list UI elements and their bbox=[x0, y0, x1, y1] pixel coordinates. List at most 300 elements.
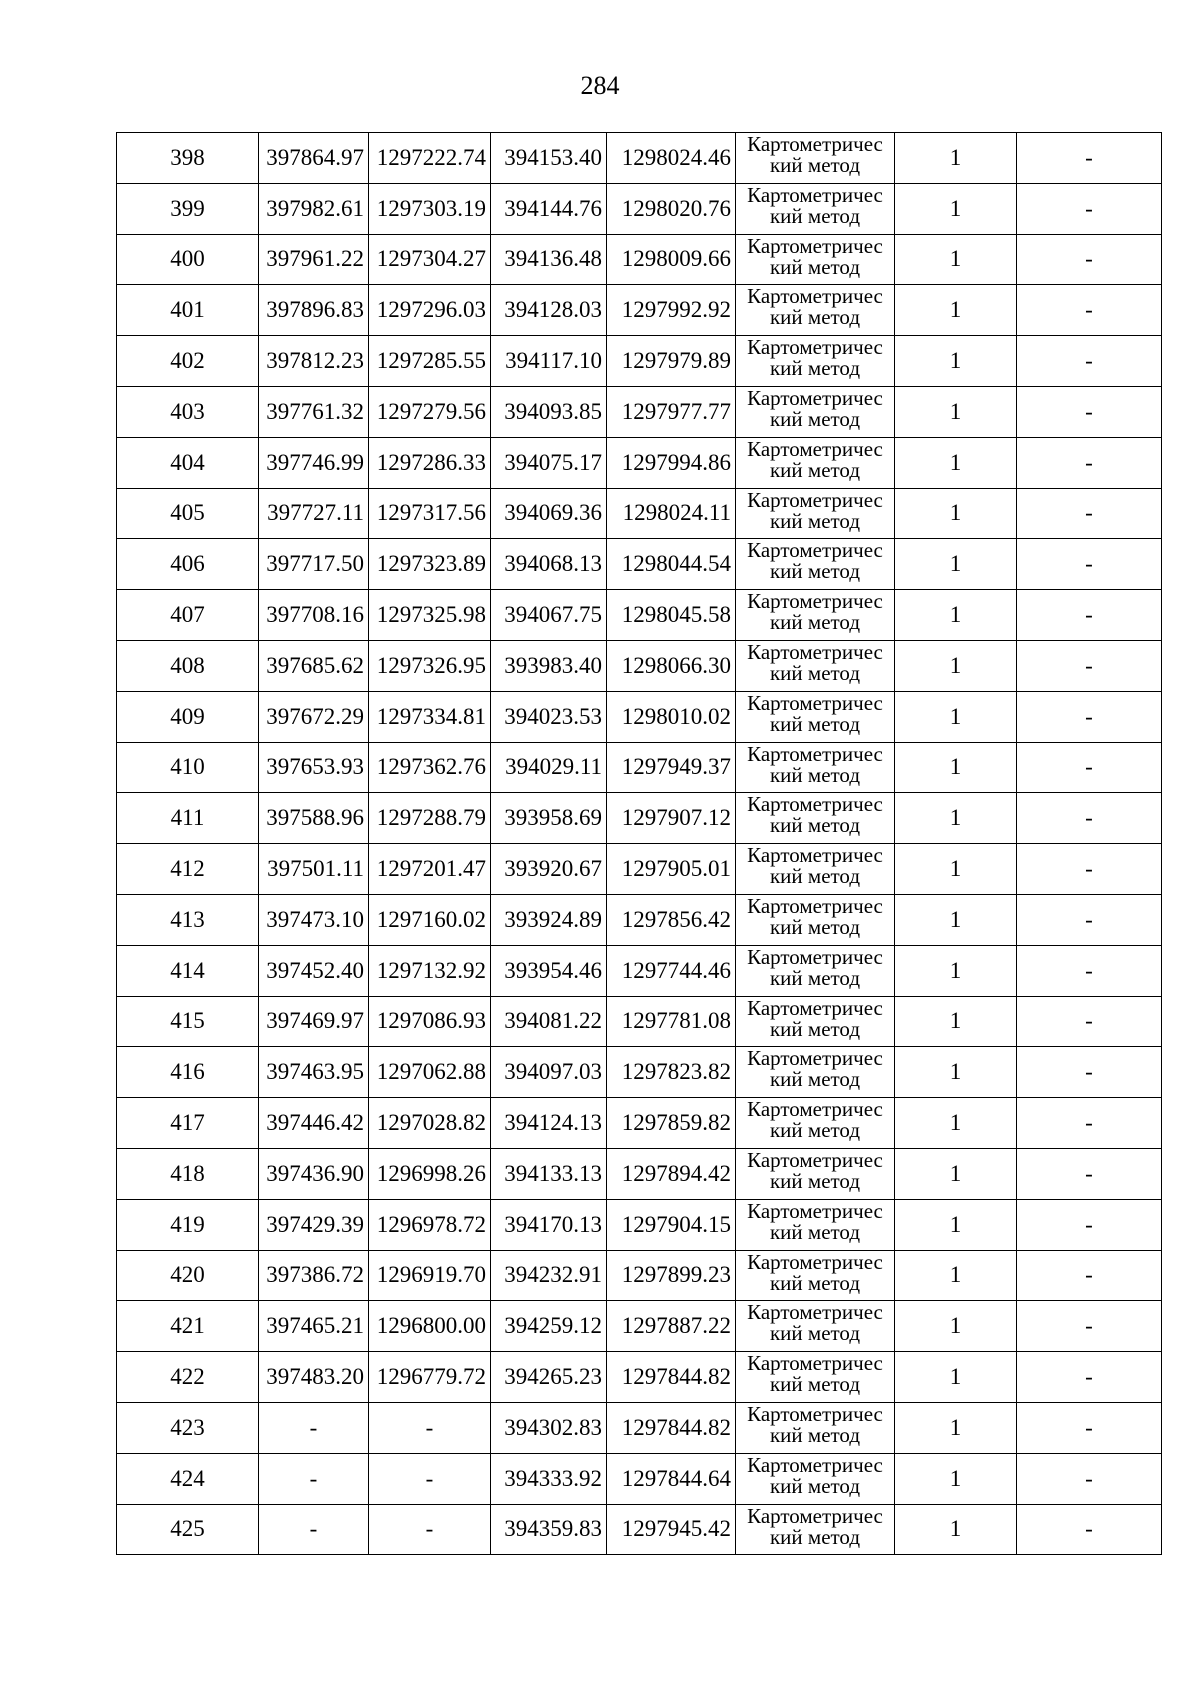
existing-y-cell: 1297028.82 bbox=[369, 1098, 491, 1149]
accuracy-cell: 1 bbox=[895, 1504, 1017, 1555]
table-row bbox=[117, 945, 1162, 996]
accuracy-cell: 1 bbox=[895, 742, 1017, 793]
new-x-cell: 394333.92 bbox=[491, 1453, 607, 1504]
existing-x-cell: 397386.72 bbox=[259, 1250, 369, 1301]
point-number-cell: 416 bbox=[117, 1047, 259, 1098]
table-row bbox=[117, 640, 1162, 691]
method-cell bbox=[736, 183, 895, 234]
point-number-cell: 405 bbox=[117, 488, 259, 539]
point-number-cell: 420 bbox=[117, 1250, 259, 1301]
new-x-cell: 394259.12 bbox=[491, 1301, 607, 1352]
table-row bbox=[117, 386, 1162, 437]
point-number-cell: 415 bbox=[117, 996, 259, 1047]
existing-x-cell: 397896.83 bbox=[259, 285, 369, 336]
method-line: Картометричес bbox=[747, 437, 883, 461]
existing-y-cell: 1297326.95 bbox=[369, 640, 491, 691]
existing-y-cell: 1297304.27 bbox=[369, 234, 491, 285]
method-line: кий метод bbox=[769, 1524, 861, 1549]
method-line: кий метод bbox=[769, 1118, 861, 1143]
method-cell bbox=[736, 640, 895, 691]
method-cell bbox=[736, 285, 895, 336]
new-x-cell: 394153.40 bbox=[491, 133, 607, 184]
new-x-cell: 394133.13 bbox=[491, 1148, 607, 1199]
method-line: Картометричес bbox=[747, 1453, 883, 1477]
existing-y-cell: 1296800.00 bbox=[369, 1301, 491, 1352]
method-line: кий метод bbox=[769, 1219, 861, 1244]
accuracy-cell: 1 bbox=[895, 1250, 1017, 1301]
note-cell: - bbox=[1017, 1453, 1162, 1504]
table-row bbox=[117, 539, 1162, 590]
accuracy-cell: 1 bbox=[895, 1098, 1017, 1149]
existing-x-cell: 397463.95 bbox=[259, 1047, 369, 1098]
point-number-cell: 402 bbox=[117, 336, 259, 387]
point-number-cell: 424 bbox=[117, 1453, 259, 1504]
existing-x-cell: 397708.16 bbox=[259, 590, 369, 641]
existing-x-cell: - bbox=[259, 1453, 369, 1504]
note-cell: - bbox=[1017, 844, 1162, 895]
new-y-cell: 1297945.42 bbox=[607, 1504, 736, 1555]
note-cell: - bbox=[1017, 793, 1162, 844]
note-cell: - bbox=[1017, 1098, 1162, 1149]
method-line: Картометричес bbox=[747, 1504, 883, 1528]
note-cell: - bbox=[1017, 1301, 1162, 1352]
note-cell: - bbox=[1017, 386, 1162, 437]
existing-y-cell: 1297334.81 bbox=[369, 691, 491, 742]
table-row bbox=[117, 1250, 1162, 1301]
new-y-cell: 1297781.08 bbox=[607, 996, 736, 1047]
table-row bbox=[117, 590, 1162, 641]
method-line: Картометричес bbox=[747, 1097, 883, 1122]
method-line: кий метод bbox=[769, 203, 861, 228]
new-x-cell: 394124.13 bbox=[491, 1098, 607, 1149]
new-x-cell: 394023.53 bbox=[491, 691, 607, 742]
method-line: Картометричес bbox=[747, 386, 883, 410]
existing-x-cell: 397864.97 bbox=[259, 133, 369, 184]
existing-x-cell: 397672.29 bbox=[259, 691, 369, 742]
new-y-cell: 1297907.12 bbox=[607, 793, 736, 844]
existing-x-cell: 397653.93 bbox=[259, 742, 369, 793]
table-row bbox=[117, 1199, 1162, 1250]
new-x-cell: 393954.46 bbox=[491, 945, 607, 996]
table-row bbox=[117, 1301, 1162, 1352]
method-line: Картометричес bbox=[747, 1250, 883, 1274]
method-line: Картометричес bbox=[747, 894, 883, 918]
accuracy-cell: 1 bbox=[895, 996, 1017, 1047]
accuracy-cell: 1 bbox=[895, 691, 1017, 742]
new-x-cell: 394081.22 bbox=[491, 996, 607, 1047]
point-number-cell: 425 bbox=[117, 1504, 259, 1555]
method-cell bbox=[736, 488, 895, 539]
method-line: кий метод bbox=[769, 1422, 861, 1447]
new-x-cell: 394136.48 bbox=[491, 234, 607, 285]
method-line: кий метод bbox=[769, 1270, 861, 1295]
method-line: кий метод bbox=[769, 762, 861, 787]
new-y-cell: 1297905.01 bbox=[607, 844, 736, 895]
point-number-cell: 403 bbox=[117, 386, 259, 437]
point-number-cell: 411 bbox=[117, 793, 259, 844]
new-x-cell: 394232.91 bbox=[491, 1250, 607, 1301]
method-line: Картометричес bbox=[747, 1199, 883, 1223]
method-cell bbox=[736, 793, 895, 844]
note-cell: - bbox=[1017, 1250, 1162, 1301]
method-cell bbox=[736, 996, 895, 1047]
new-y-cell: 1297744.46 bbox=[607, 945, 736, 996]
method-line: Картометричес bbox=[747, 538, 883, 563]
method-line: кий метод bbox=[769, 864, 861, 889]
new-x-cell: 393958.69 bbox=[491, 793, 607, 844]
method-line: кий метод bbox=[769, 1321, 861, 1346]
new-y-cell: 1297979.89 bbox=[607, 336, 736, 387]
method-cell bbox=[736, 1199, 895, 1250]
point-number-cell: 414 bbox=[117, 945, 259, 996]
new-y-cell: 1298020.76 bbox=[607, 183, 736, 234]
accuracy-cell: 1 bbox=[895, 1402, 1017, 1453]
table-row bbox=[117, 234, 1162, 285]
note-cell: - bbox=[1017, 1352, 1162, 1403]
existing-x-cell: 397727.11 bbox=[259, 488, 369, 539]
method-line: Картометричес bbox=[747, 996, 883, 1020]
new-y-cell: 1297994.86 bbox=[607, 437, 736, 488]
method-cell bbox=[736, 133, 895, 184]
new-x-cell: 394067.75 bbox=[491, 590, 607, 641]
method-cell bbox=[736, 386, 895, 437]
note-cell: - bbox=[1017, 183, 1162, 234]
table-row bbox=[117, 1148, 1162, 1199]
point-number-cell: 406 bbox=[117, 539, 259, 590]
note-cell: - bbox=[1017, 691, 1162, 742]
accuracy-cell: 1 bbox=[895, 844, 1017, 895]
table-row bbox=[117, 1098, 1162, 1149]
method-line: кий метод bbox=[769, 813, 861, 838]
existing-y-cell: 1297323.89 bbox=[369, 539, 491, 590]
point-number-cell: 419 bbox=[117, 1199, 259, 1250]
new-y-cell: 1297992.92 bbox=[607, 285, 736, 336]
accuracy-cell: 1 bbox=[895, 234, 1017, 285]
accuracy-cell: 1 bbox=[895, 945, 1017, 996]
accuracy-cell: 1 bbox=[895, 1301, 1017, 1352]
coordinates-table bbox=[116, 132, 1162, 1555]
new-x-cell: 394359.83 bbox=[491, 1504, 607, 1555]
new-y-cell: 1297904.15 bbox=[607, 1199, 736, 1250]
point-number-cell: 417 bbox=[117, 1098, 259, 1149]
point-number-cell: 409 bbox=[117, 691, 259, 742]
point-number-cell: 418 bbox=[117, 1148, 259, 1199]
method-line: кий метод bbox=[769, 1473, 861, 1498]
accuracy-cell: 1 bbox=[895, 793, 1017, 844]
point-number-cell: 410 bbox=[117, 742, 259, 793]
method-line: Картометричес bbox=[747, 183, 883, 207]
table-row bbox=[117, 488, 1162, 539]
method-cell bbox=[736, 1402, 895, 1453]
existing-y-cell: 1296779.72 bbox=[369, 1352, 491, 1403]
point-number-cell: 412 bbox=[117, 844, 259, 895]
accuracy-cell: 1 bbox=[895, 590, 1017, 641]
method-line: Картометричес bbox=[747, 234, 883, 258]
note-cell: - bbox=[1017, 539, 1162, 590]
new-x-cell: 394093.85 bbox=[491, 386, 607, 437]
method-cell bbox=[736, 894, 895, 945]
accuracy-cell: 1 bbox=[895, 640, 1017, 691]
table-row bbox=[117, 336, 1162, 387]
method-line: Картометричес bbox=[747, 335, 883, 360]
method-line: кий метод bbox=[769, 914, 861, 939]
method-line: Картометричес bbox=[747, 1148, 883, 1172]
method-line: Картометричес bbox=[747, 945, 883, 969]
method-cell bbox=[736, 844, 895, 895]
note-cell: - bbox=[1017, 1047, 1162, 1098]
existing-y-cell: 1297303.19 bbox=[369, 183, 491, 234]
existing-x-cell: 397452.40 bbox=[259, 945, 369, 996]
table-row bbox=[117, 844, 1162, 895]
accuracy-cell: 1 bbox=[895, 1148, 1017, 1199]
method-cell bbox=[736, 590, 895, 641]
new-y-cell: 1297899.23 bbox=[607, 1250, 736, 1301]
existing-x-cell: 397446.42 bbox=[259, 1098, 369, 1149]
table-row bbox=[117, 285, 1162, 336]
method-line: кий метод bbox=[769, 153, 861, 177]
point-number-cell: 408 bbox=[117, 640, 259, 691]
existing-y-cell: 1296919.70 bbox=[369, 1250, 491, 1301]
method-line: Картометричес bbox=[747, 742, 883, 766]
method-line: Картометричес bbox=[747, 843, 883, 868]
method-cell bbox=[736, 1301, 895, 1352]
new-y-cell: 1297823.82 bbox=[607, 1047, 736, 1098]
method-line: кий метод bbox=[769, 305, 861, 330]
existing-x-cell: 397761.32 bbox=[259, 386, 369, 437]
existing-x-cell: - bbox=[259, 1504, 369, 1555]
method-cell bbox=[736, 945, 895, 996]
accuracy-cell: 1 bbox=[895, 285, 1017, 336]
accuracy-cell: 1 bbox=[895, 1047, 1017, 1098]
note-cell: - bbox=[1017, 640, 1162, 691]
note-cell: - bbox=[1017, 945, 1162, 996]
existing-x-cell: 397465.21 bbox=[259, 1301, 369, 1352]
new-x-cell: 394075.17 bbox=[491, 437, 607, 488]
accuracy-cell: 1 bbox=[895, 183, 1017, 234]
existing-y-cell: 1297201.47 bbox=[369, 844, 491, 895]
new-y-cell: 1297844.82 bbox=[607, 1402, 736, 1453]
note-cell: - bbox=[1017, 437, 1162, 488]
new-x-cell: 393983.40 bbox=[491, 640, 607, 691]
page-number: 284 bbox=[580, 71, 620, 100]
point-number-cell: 400 bbox=[117, 234, 259, 285]
point-number-cell: 407 bbox=[117, 590, 259, 641]
new-x-cell: 394302.83 bbox=[491, 1402, 607, 1453]
existing-x-cell: 397501.11 bbox=[259, 844, 369, 895]
point-number-cell: 404 bbox=[117, 437, 259, 488]
new-x-cell: 394265.23 bbox=[491, 1352, 607, 1403]
method-line: Картометричес bbox=[747, 640, 883, 664]
point-number-cell: 413 bbox=[117, 894, 259, 945]
existing-y-cell: - bbox=[369, 1453, 491, 1504]
method-line: кий метод bbox=[769, 660, 861, 685]
note-cell: - bbox=[1017, 234, 1162, 285]
new-x-cell: 394117.10 bbox=[491, 336, 607, 387]
new-y-cell: 1298045.58 bbox=[607, 590, 736, 641]
method-cell bbox=[736, 437, 895, 488]
new-y-cell: 1297894.42 bbox=[607, 1148, 736, 1199]
new-y-cell: 1297856.42 bbox=[607, 894, 736, 945]
note-cell: - bbox=[1017, 1504, 1162, 1555]
new-x-cell: 394069.36 bbox=[491, 488, 607, 539]
table-row bbox=[117, 1402, 1162, 1453]
method-line: кий метод bbox=[769, 1067, 861, 1092]
method-line: кий метод bbox=[769, 1016, 861, 1041]
existing-y-cell: 1297317.56 bbox=[369, 488, 491, 539]
point-number-cell: 401 bbox=[117, 285, 259, 336]
new-x-cell: 393924.89 bbox=[491, 894, 607, 945]
method-line: Картометричес bbox=[747, 132, 883, 156]
table-row bbox=[117, 691, 1162, 742]
table-row bbox=[117, 1504, 1162, 1555]
method-line: кий метод bbox=[769, 965, 861, 990]
new-y-cell: 1297859.82 bbox=[607, 1098, 736, 1149]
method-line: Картометричес bbox=[747, 1402, 883, 1426]
new-x-cell: 394144.76 bbox=[491, 183, 607, 234]
method-cell bbox=[736, 742, 895, 793]
method-line: кий метод bbox=[769, 559, 861, 584]
accuracy-cell: 1 bbox=[895, 1453, 1017, 1504]
note-cell: - bbox=[1017, 742, 1162, 793]
accuracy-cell: 1 bbox=[895, 539, 1017, 590]
table-row bbox=[117, 1352, 1162, 1403]
existing-y-cell: 1297062.88 bbox=[369, 1047, 491, 1098]
method-line: кий метод bbox=[769, 406, 861, 431]
accuracy-cell: 1 bbox=[895, 133, 1017, 184]
method-line: Картометричес bbox=[747, 589, 883, 614]
existing-x-cell: 397473.10 bbox=[259, 894, 369, 945]
table-row bbox=[117, 133, 1162, 184]
note-cell: - bbox=[1017, 133, 1162, 184]
method-cell bbox=[736, 1098, 895, 1149]
existing-y-cell: 1297285.55 bbox=[369, 336, 491, 387]
existing-x-cell: 397685.62 bbox=[259, 640, 369, 691]
method-cell bbox=[736, 336, 895, 387]
existing-y-cell: - bbox=[369, 1402, 491, 1453]
table-row bbox=[117, 1047, 1162, 1098]
table-row bbox=[117, 437, 1162, 488]
table-row bbox=[117, 742, 1162, 793]
point-number-cell: 423 bbox=[117, 1402, 259, 1453]
method-line: кий метод bbox=[769, 1372, 861, 1397]
new-x-cell: 394128.03 bbox=[491, 285, 607, 336]
method-line: кий метод bbox=[769, 356, 861, 381]
existing-y-cell: 1297288.79 bbox=[369, 793, 491, 844]
new-x-cell: 394068.13 bbox=[491, 539, 607, 590]
method-line: Картометричес bbox=[747, 1351, 883, 1376]
method-cell bbox=[736, 691, 895, 742]
method-line: Картометричес bbox=[747, 691, 883, 715]
table-row bbox=[117, 1453, 1162, 1504]
point-number-cell: 398 bbox=[117, 133, 259, 184]
point-number-cell: 421 bbox=[117, 1301, 259, 1352]
new-y-cell: 1297949.37 bbox=[607, 742, 736, 793]
new-y-cell: 1298009.66 bbox=[607, 234, 736, 285]
new-y-cell: 1298024.46 bbox=[607, 133, 736, 184]
existing-y-cell: 1297362.76 bbox=[369, 742, 491, 793]
note-cell: - bbox=[1017, 285, 1162, 336]
accuracy-cell: 1 bbox=[895, 894, 1017, 945]
method-line: кий метод bbox=[769, 1168, 861, 1193]
table-row bbox=[117, 183, 1162, 234]
accuracy-cell: 1 bbox=[895, 1199, 1017, 1250]
method-cell bbox=[736, 1453, 895, 1504]
method-cell bbox=[736, 234, 895, 285]
new-y-cell: 1297977.77 bbox=[607, 386, 736, 437]
existing-y-cell: 1297279.56 bbox=[369, 386, 491, 437]
table-row bbox=[117, 894, 1162, 945]
existing-x-cell: 397717.50 bbox=[259, 539, 369, 590]
method-line: Картометричес bbox=[747, 1300, 883, 1325]
new-y-cell: 1298024.11 bbox=[607, 488, 736, 539]
point-number-cell: 399 bbox=[117, 183, 259, 234]
method-line: кий метод bbox=[769, 610, 861, 635]
existing-x-cell: 397429.39 bbox=[259, 1199, 369, 1250]
existing-x-cell: 397483.20 bbox=[259, 1352, 369, 1403]
accuracy-cell: 1 bbox=[895, 386, 1017, 437]
method-line: кий метод bbox=[769, 508, 861, 533]
new-x-cell: 394170.13 bbox=[491, 1199, 607, 1250]
method-cell bbox=[736, 1250, 895, 1301]
existing-y-cell: 1297132.92 bbox=[369, 945, 491, 996]
note-cell: - bbox=[1017, 590, 1162, 641]
existing-y-cell: 1297086.93 bbox=[369, 996, 491, 1047]
method-line: Картометричес bbox=[747, 284, 883, 309]
method-cell bbox=[736, 1148, 895, 1199]
method-line: кий метод bbox=[769, 711, 861, 736]
method-line: Картометричес bbox=[747, 488, 883, 512]
accuracy-cell: 1 bbox=[895, 437, 1017, 488]
note-cell: - bbox=[1017, 1199, 1162, 1250]
point-number-cell: 422 bbox=[117, 1352, 259, 1403]
new-x-cell: 393920.67 bbox=[491, 844, 607, 895]
existing-y-cell: 1297160.02 bbox=[369, 894, 491, 945]
method-line: Картометричес bbox=[747, 1046, 883, 1071]
method-cell bbox=[736, 1047, 895, 1098]
existing-x-cell: 397436.90 bbox=[259, 1148, 369, 1199]
accuracy-cell: 1 bbox=[895, 488, 1017, 539]
note-cell: - bbox=[1017, 996, 1162, 1047]
note-cell: - bbox=[1017, 488, 1162, 539]
new-x-cell: 394029.11 bbox=[491, 742, 607, 793]
new-y-cell: 1298066.30 bbox=[607, 640, 736, 691]
accuracy-cell: 1 bbox=[895, 1352, 1017, 1403]
existing-y-cell: 1297222.74 bbox=[369, 133, 491, 184]
method-line: кий метод bbox=[769, 457, 861, 482]
note-cell: - bbox=[1017, 894, 1162, 945]
method-cell bbox=[736, 539, 895, 590]
new-y-cell: 1298044.54 bbox=[607, 539, 736, 590]
new-y-cell: 1297844.64 bbox=[607, 1453, 736, 1504]
table-row bbox=[117, 793, 1162, 844]
note-cell: - bbox=[1017, 1402, 1162, 1453]
existing-y-cell: 1297325.98 bbox=[369, 590, 491, 641]
existing-x-cell: 397982.61 bbox=[259, 183, 369, 234]
existing-x-cell: 397588.96 bbox=[259, 793, 369, 844]
existing-x-cell: 397469.97 bbox=[259, 996, 369, 1047]
existing-y-cell: 1296998.26 bbox=[369, 1148, 491, 1199]
existing-x-cell: 397812.23 bbox=[259, 336, 369, 387]
note-cell: - bbox=[1017, 1148, 1162, 1199]
existing-x-cell: 397961.22 bbox=[259, 234, 369, 285]
new-y-cell: 1297887.22 bbox=[607, 1301, 736, 1352]
accuracy-cell: 1 bbox=[895, 336, 1017, 387]
existing-y-cell: - bbox=[369, 1504, 491, 1555]
existing-x-cell: 397746.99 bbox=[259, 437, 369, 488]
new-y-cell: 1297844.82 bbox=[607, 1352, 736, 1403]
new-y-cell: 1298010.02 bbox=[607, 691, 736, 742]
method-line: Картометричес bbox=[747, 792, 883, 817]
